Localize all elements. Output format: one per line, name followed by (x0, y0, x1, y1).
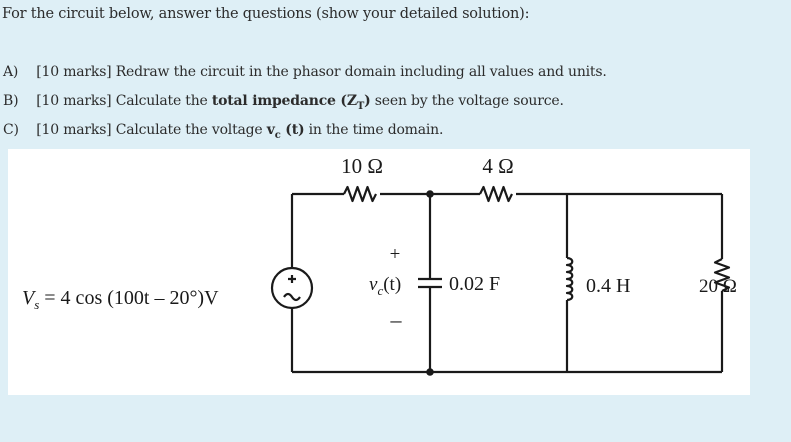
inductor-0-4-h (567, 258, 572, 300)
label-vc: $v_c(t)$ (369, 274, 402, 298)
label-r1: 10 Ω (341, 154, 383, 178)
source-plus (288, 275, 296, 283)
resistor-4-ohm (480, 187, 512, 201)
question-bold: $v_c$ (t) (266, 122, 305, 141)
question-b (3, 93, 564, 112)
label-source: $V_s = 4$ cos (100t – 20°)V (22, 287, 219, 312)
question-bold: total impedance $(Z_T)$ (211, 93, 371, 112)
node-top (426, 190, 434, 198)
question-c (3, 122, 443, 141)
label-r3: 20 Ω (699, 276, 737, 297)
question-marks: [10 marks] (36, 64, 112, 80)
label-r2: 4 Ω (482, 154, 514, 178)
question-marks: [10 marks] (36, 93, 112, 109)
node-bottom (426, 368, 434, 376)
question-text: Redraw the circuit in the phasor domain including all values and units. (115, 64, 607, 80)
voltage-source (272, 268, 312, 308)
label-plus: + (389, 244, 401, 265)
label-minus: – (390, 307, 402, 332)
resistor-10-ohm (344, 187, 376, 201)
label-inductor: 0.4 H (586, 275, 631, 297)
intro-text: For the circuit below, answer the questions (show your detailed solution): (2, 6, 530, 22)
question-text: Calculate the voltage (115, 122, 263, 138)
question-text-end: in the time domain. (308, 122, 444, 138)
question-text-end: seen by the voltage source. (374, 93, 564, 109)
question-letter: A) (3, 64, 19, 80)
question-marks: [10 marks] (36, 122, 112, 138)
question-letter: B) (3, 93, 19, 109)
question-text: Calculate the (115, 93, 208, 109)
circuit-svg (8, 149, 750, 395)
label-capacitor: 0.02 F (449, 273, 501, 295)
circuit-diagram (8, 149, 750, 395)
ac-symbol (284, 294, 300, 300)
question-a (3, 64, 607, 80)
question-letter: C) (3, 122, 19, 138)
